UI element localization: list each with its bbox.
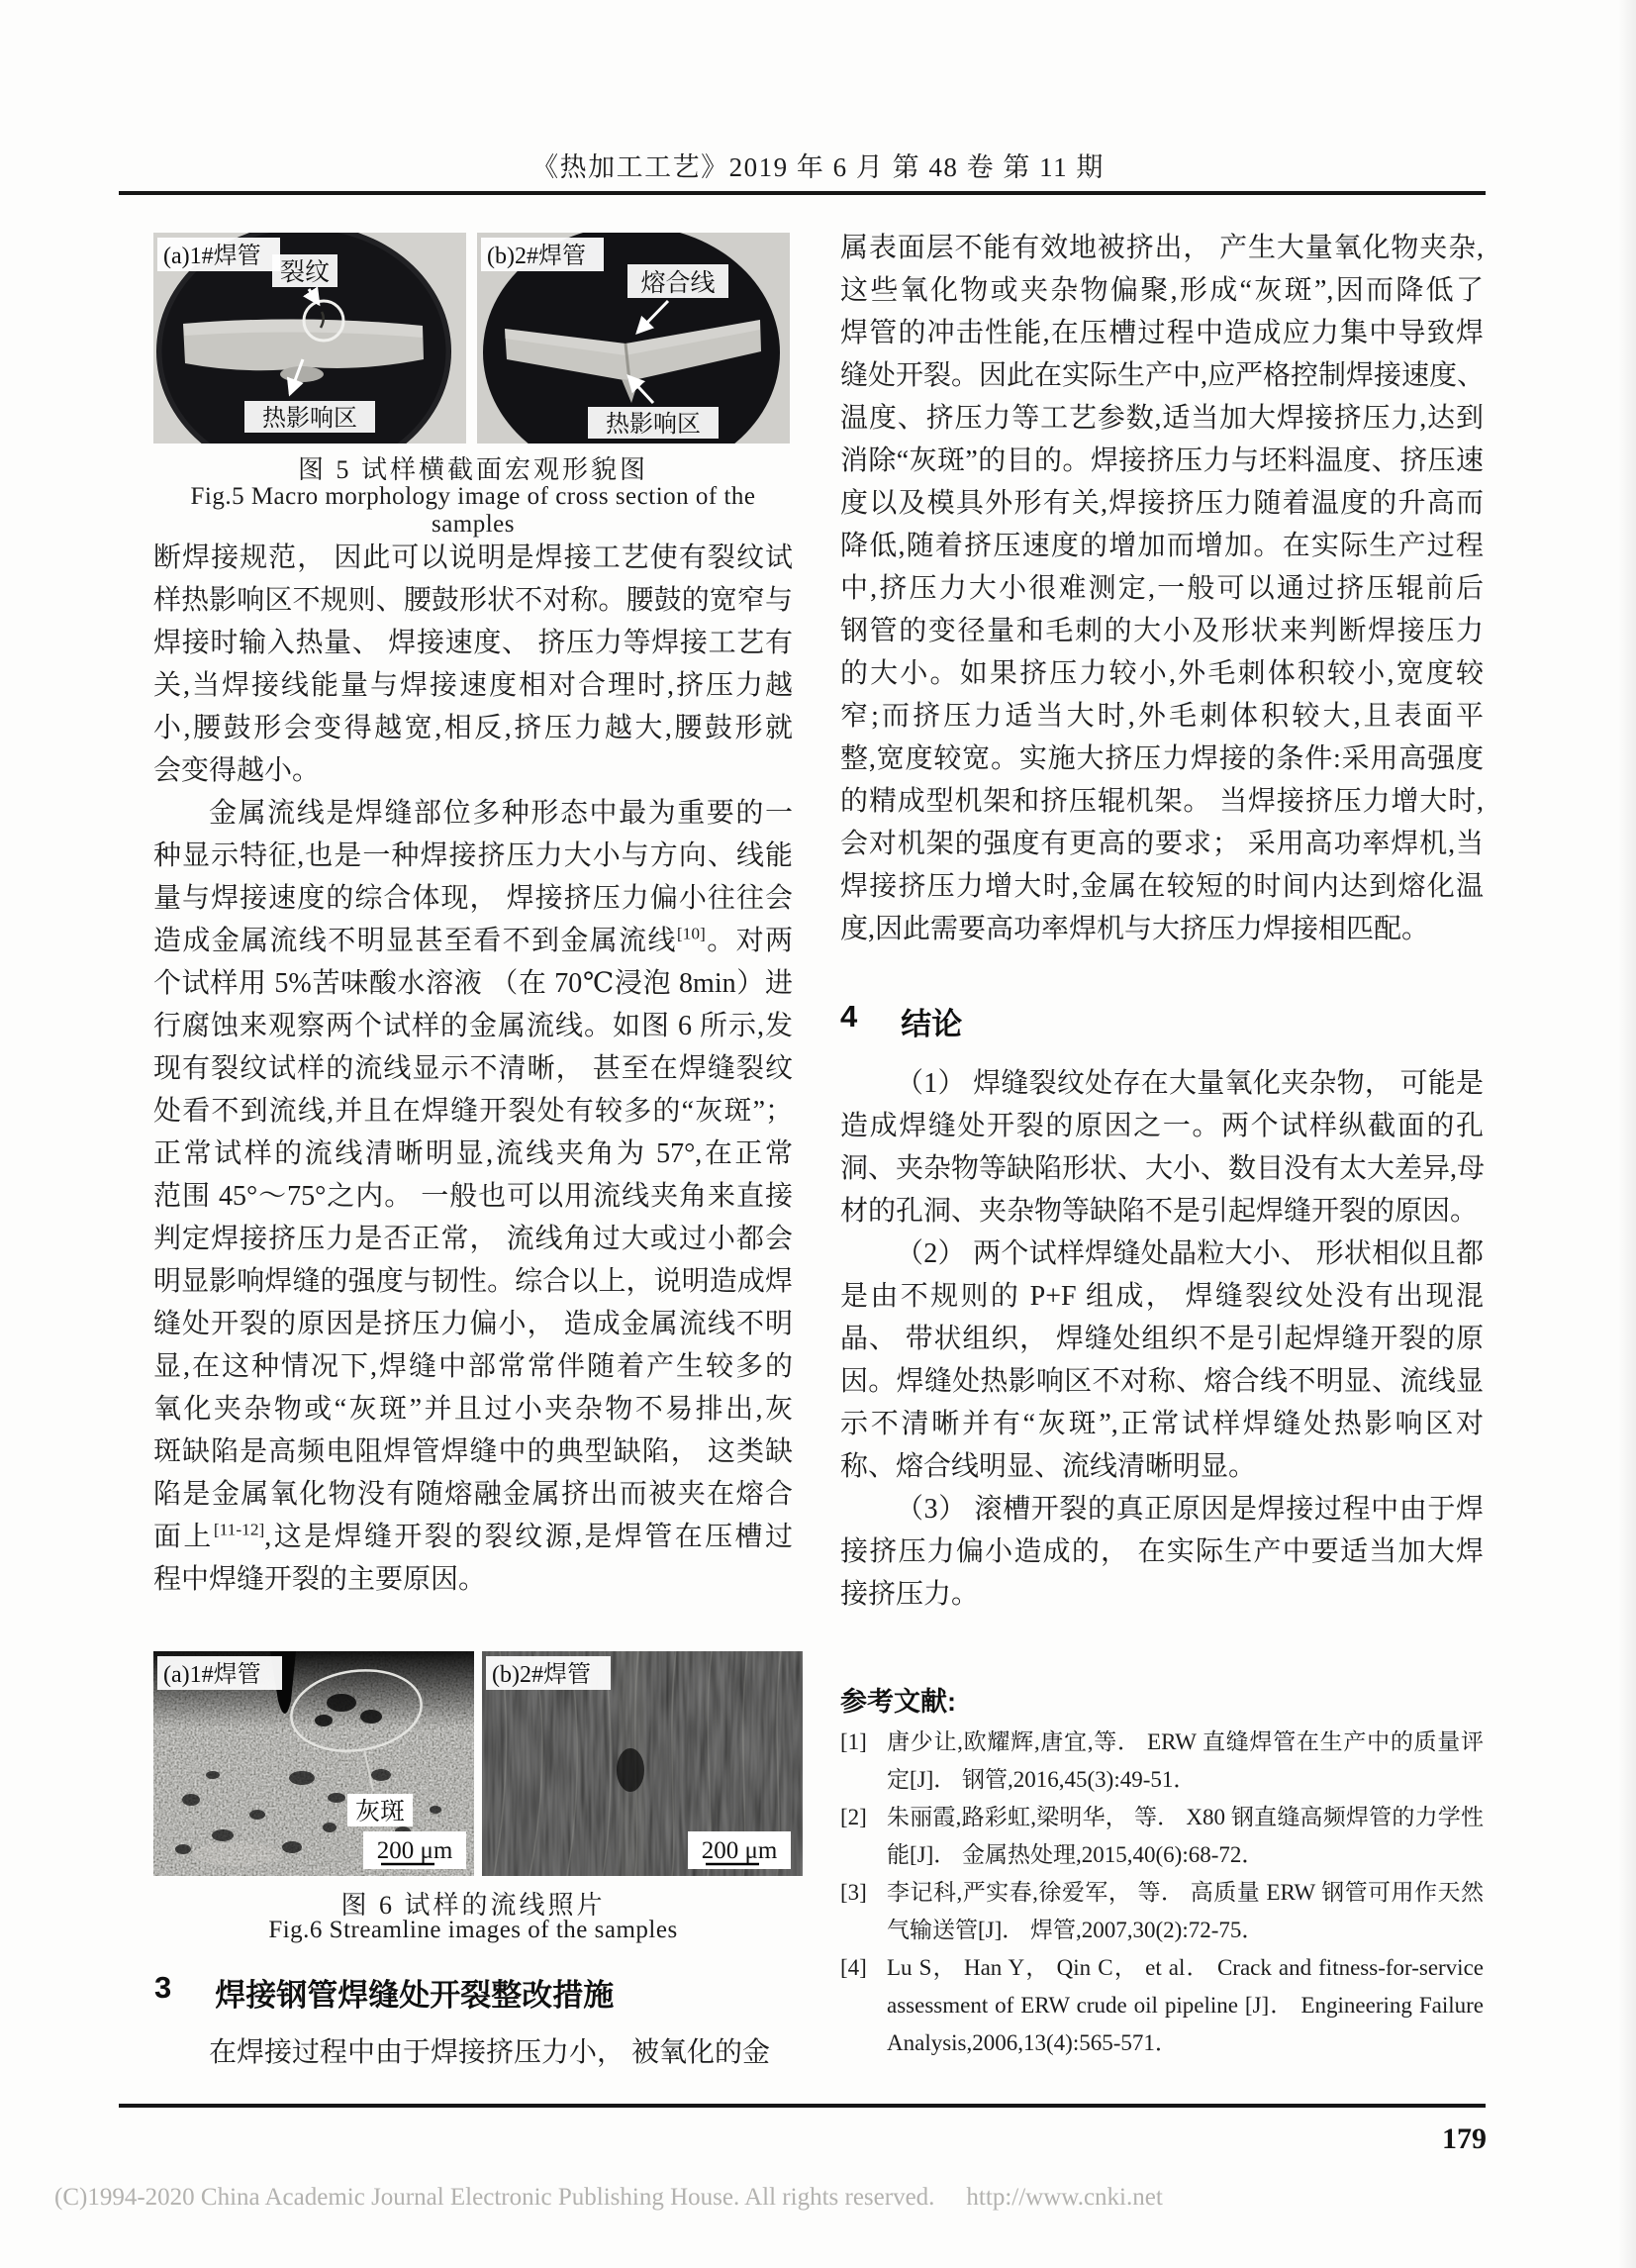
text-line: 种显示特征,也是一种焊接挤压力大小与方向、线能 bbox=[153, 840, 793, 871]
fusion-annotation: 熔合线 bbox=[640, 270, 716, 297]
text-line: （2） 两个试样焊缝处晶粒大小、 形状相似且都 bbox=[896, 1238, 1484, 1269]
text-line: 称、熔合线明显、流线清晰明显。 bbox=[840, 1451, 1257, 1482]
page-number: 179 bbox=[1442, 2122, 1487, 2155]
figure6-caption-cn: 图 6 试样的流线照片 bbox=[340, 1891, 606, 1920]
crack-annotation: 裂纹 bbox=[279, 259, 331, 286]
text-line: 判定焊接挤压力是否正常， 流线角过大或过小都会 bbox=[153, 1224, 793, 1254]
figure5-caption-en: Fig.5 Macro morphology image of cross section of the samples bbox=[190, 483, 756, 538]
reference-text bbox=[887, 1949, 1484, 2062]
reference-number: [4] bbox=[840, 1955, 867, 1980]
text-line: （3） 滚槽开裂的真正原因是焊接过程中由于焊 bbox=[896, 1494, 1484, 1525]
footer-rule bbox=[119, 2104, 1486, 2108]
reference-number: [3] bbox=[840, 1880, 867, 1905]
figure6-caption-en: Fig.6 Streamline images of the samples bbox=[268, 1917, 678, 1943]
text-line: 正常试样的流线清晰明显,流线夹角为 57°,在正常 bbox=[153, 1138, 793, 1169]
text-line: 能[J]． 金属热处理,2015,40(6):68-72． bbox=[887, 1842, 1265, 1867]
section4-title: 结论 bbox=[901, 1007, 963, 1041]
text-line: 中,挤压力大小很难测定,一般可以通过挤压辊前后 bbox=[840, 573, 1484, 604]
text-line: 缝处开裂的原因是挤压力偏小， 造成金属流线不明 bbox=[153, 1309, 793, 1339]
text-line: 的大小。如果挤压力较小,外毛刺体积较小,宽度较 bbox=[840, 658, 1484, 689]
text-line: 小,腰鼓形会变得越宽,相反,挤压力越大,腰鼓形就 bbox=[153, 713, 793, 743]
text-line: 这些氧化物或夹杂物偏聚,形成“灰斑”,因而降低了 bbox=[840, 275, 1484, 306]
text-line: 会对机架的强度有更高的要求； 采用高功率焊机,当 bbox=[840, 829, 1484, 859]
panel-b-label: (b)2#焊管 bbox=[487, 244, 586, 269]
haz-annotation: 热影响区 bbox=[262, 406, 357, 432]
text-line: 缝处开裂。因此在实际生产中,应严格控制焊接速度、 bbox=[840, 360, 1486, 391]
copyright-text: (C)1994-2020 China Academic Journal Electronic Publishing House. All rights reserved. bbox=[54, 2184, 935, 2211]
text-line: 洞、夹杂物等缺陷形状、大小、数目没有太大差异,母 bbox=[840, 1153, 1486, 1184]
text-line: 关,当焊接线能量与焊接速度相对合理时,挤压力越 bbox=[153, 670, 793, 701]
text-line: 整,宽度较宽。实施大挤压力焊接的条件:采用高强度 bbox=[840, 743, 1484, 774]
left-column-text bbox=[153, 537, 793, 1601]
text-line: 程中焊缝开裂的主要原因。 bbox=[153, 1564, 487, 1595]
figure5-panel-b-photo bbox=[477, 233, 790, 444]
header-rule bbox=[119, 191, 1486, 195]
section4-number: 4 bbox=[840, 999, 858, 1034]
dark-spot bbox=[617, 1748, 644, 1792]
figure6-panel-b-micrograph bbox=[482, 1651, 803, 1876]
text-line: 是由不规则的 P+F 组成， 焊缝裂纹处没有出现混 bbox=[840, 1281, 1484, 1312]
text-line: 显,在这种情况下,焊缝中部常常伴随着产生较多的 bbox=[153, 1351, 793, 1382]
text-line: 因。焊缝处热影响区不对称、熔合线不明显、流线显 bbox=[840, 1366, 1484, 1397]
conclusions-text bbox=[840, 1062, 1484, 1616]
text-line: 会变得越小。 bbox=[153, 755, 321, 786]
text-line: 属表面层不能有效地被挤出， 产生大量氧化物夹杂, bbox=[840, 233, 1484, 263]
text-line: 个试样用 5%苦味酸水溶液 （在 70℃浸泡 8min）进 bbox=[153, 968, 793, 999]
grey-spot-annotation: 灰斑 bbox=[354, 1799, 406, 1825]
text-line: 现有裂纹试样的流线显示不清晰， 甚至在焊缝裂纹 bbox=[153, 1053, 793, 1084]
text-line: 钢管的变径量和毛刺的大小及形状来判断焊接压力 bbox=[840, 616, 1484, 646]
panel-a-label: (a)1#焊管 bbox=[163, 244, 261, 269]
reference-item bbox=[840, 1724, 1484, 1799]
text-line: Lu S， Han Y， Qin C， et al． Crack and fitness-for-service bbox=[887, 1955, 1484, 1980]
reference-text bbox=[887, 1799, 1484, 1874]
text-line: 面上[11-12],这是焊缝开裂的裂纹源,是焊管在压槽过 bbox=[153, 1520, 793, 1552]
panel-b-label: (b)2#焊管 bbox=[492, 1662, 591, 1688]
section3-text bbox=[153, 2031, 793, 2074]
text-line: 焊管的冲击性能,在压槽过程中造成应力集中导致焊 bbox=[840, 318, 1484, 348]
text-line: 温度、挤压力等工艺参数,适当加大焊接挤压力,达到 bbox=[840, 403, 1484, 434]
text-line: 焊接时输入热量、 焊接速度、 挤压力等焊接工艺有 bbox=[153, 628, 793, 658]
reference-text bbox=[887, 1874, 1484, 1949]
panel-a-label: (a)1#焊管 bbox=[163, 1662, 261, 1688]
haz-annotation: 热影响区 bbox=[606, 412, 701, 438]
text-line: 行腐蚀来观察两个试样的金属流线。如图 6 所示,发 bbox=[153, 1011, 793, 1041]
text-line: 范围 45°～75°之内。 一般也可以用流线夹角来直接 bbox=[153, 1181, 793, 1212]
section3-number: 3 bbox=[154, 1970, 172, 2005]
text-line: 晶、 带状组织， 焊缝处组织不是引起焊缝开裂的原 bbox=[840, 1324, 1484, 1354]
text-line: 降低,随着挤压速度的增加而增加。在实际生产过程 bbox=[840, 531, 1484, 561]
text-line: 陷是金属氧化物没有随熔融金属挤出而被夹在熔合 bbox=[153, 1479, 793, 1510]
text-line: 朱丽霞,路彩虹,梁明华， 等． X80 钢直缝高频焊管的力学性 bbox=[887, 1805, 1484, 1829]
right-column-text bbox=[840, 227, 1484, 950]
copyright-line bbox=[54, 2184, 1163, 2212]
cnki-url: http://www.cnki.net bbox=[966, 2184, 1163, 2211]
text-line: 接挤压力。 bbox=[840, 1579, 980, 1610]
text-line: 断焊接规范， 因此可以说明是焊接工艺使有裂纹试 bbox=[153, 542, 793, 573]
text-line: 斑缺陷是高频电阻焊管焊缝中的典型缺陷， 这类缺 bbox=[153, 1436, 793, 1467]
figure6-panel-a-micrograph bbox=[153, 1651, 474, 1876]
text-line: 李记科,严实春,徐爱军， 等． 高质量 ERW 钢管可用作天然 bbox=[887, 1880, 1484, 1905]
reference-number: [2] bbox=[840, 1805, 867, 1829]
text-line: 处看不到流线,并且在焊缝开裂处有较多的“灰斑”； bbox=[153, 1096, 793, 1127]
text-line: 在焊接过程中由于焊接挤压力小， 被氧化的金 bbox=[209, 2037, 771, 2068]
text-line: Analysis,2006,13(4):565-571． bbox=[887, 2030, 1178, 2055]
text-line: 氧化夹杂物或“灰斑”并且过小夹杂物不易排出,灰 bbox=[153, 1394, 793, 1425]
text-line: 气输送管[J]． 焊管,2007,30(2):72-75． bbox=[887, 1918, 1265, 1942]
text-line: 的精成型机架和挤压辊机架。 当焊接挤压力增大时, bbox=[840, 786, 1484, 817]
section3-title: 焊接钢管焊缝处开裂整改措施 bbox=[215, 1978, 615, 2013]
references-list bbox=[840, 1724, 1484, 2062]
text-line: 焊接挤压力增大时,金属在较短的时间内达到熔化温 bbox=[840, 871, 1484, 902]
text-line: 造成金属流线不明显甚至看不到金属流线[10]。对两 bbox=[153, 924, 793, 956]
reference-item bbox=[840, 1799, 1484, 1874]
text-line: 示不清晰并有“灰斑”,正常试样焊缝处热影响区对 bbox=[840, 1409, 1484, 1439]
text-line: 样热影响区不规则、腰鼓形状不对称。腰鼓的宽窄与 bbox=[153, 585, 793, 616]
section3-heading bbox=[154, 1970, 614, 2015]
reference-item bbox=[840, 1874, 1484, 1949]
figure5-panel-a-photo bbox=[153, 233, 466, 444]
scale-bar-label: 200 μm bbox=[701, 1837, 778, 1864]
text-line: 度,因此需要高功率焊机与大挤压力焊接相匹配。 bbox=[840, 914, 1430, 944]
text-line: 量与焊接速度的综合体现， 焊接挤压力偏小往往会 bbox=[153, 883, 793, 914]
scale-bar-label: 200 μm bbox=[376, 1837, 453, 1864]
text-line: 接挤压力偏小造成的， 在实际生产中要适当加大焊 bbox=[840, 1536, 1484, 1567]
text-line: 度以及模具外形有关,焊接挤压力随着温度的升高而 bbox=[840, 488, 1484, 519]
figure5-caption-cn: 图 5 试样横截面宏观形貌图 bbox=[297, 455, 648, 484]
text-line: 金属流线是焊缝部位多种形态中最为重要的一 bbox=[209, 798, 793, 829]
text-line: 明显影响焊缝的强度与韧性。综合以上，说明造成焊 bbox=[153, 1266, 793, 1297]
references-heading: 参考文献: bbox=[840, 1687, 956, 1717]
text-line: assessment of ERW crude oil pipeline [J]． Engineering Failure bbox=[887, 1993, 1484, 2018]
reference-number: [1] bbox=[840, 1729, 867, 1754]
reference-text bbox=[887, 1724, 1484, 1799]
text-line: （1） 焊缝裂纹处存在大量氧化夹杂物， 可能是 bbox=[896, 1068, 1484, 1099]
text-line: 造成焊缝处开裂的原因之一。两个试样纵截面的孔 bbox=[840, 1111, 1484, 1141]
journal-header: 《热加工工艺》2019 年 6 月 第 48 卷 第 11 期 bbox=[531, 152, 1105, 182]
text-line: 定[J]． 钢管,2016,45(3):49-51． bbox=[887, 1767, 1197, 1792]
reference-item bbox=[840, 1949, 1484, 2062]
text-line: 消除“灰斑”的目的。焊接挤压力与坯料温度、挤压速 bbox=[840, 445, 1484, 476]
scan-edge-shade bbox=[1618, 0, 1636, 2268]
text-line: 窄;而挤压力适当大时,外毛刺体积较大,且表面平 bbox=[840, 701, 1484, 732]
section4-heading bbox=[840, 999, 962, 1043]
text-line: 材的孔洞、夹杂物等缺陷不是引起焊缝开裂的原因。 bbox=[840, 1196, 1479, 1227]
text-line: 唐少让,欧耀辉,唐宜,等． ERW 直缝焊管在生产中的质量评 bbox=[887, 1729, 1484, 1754]
